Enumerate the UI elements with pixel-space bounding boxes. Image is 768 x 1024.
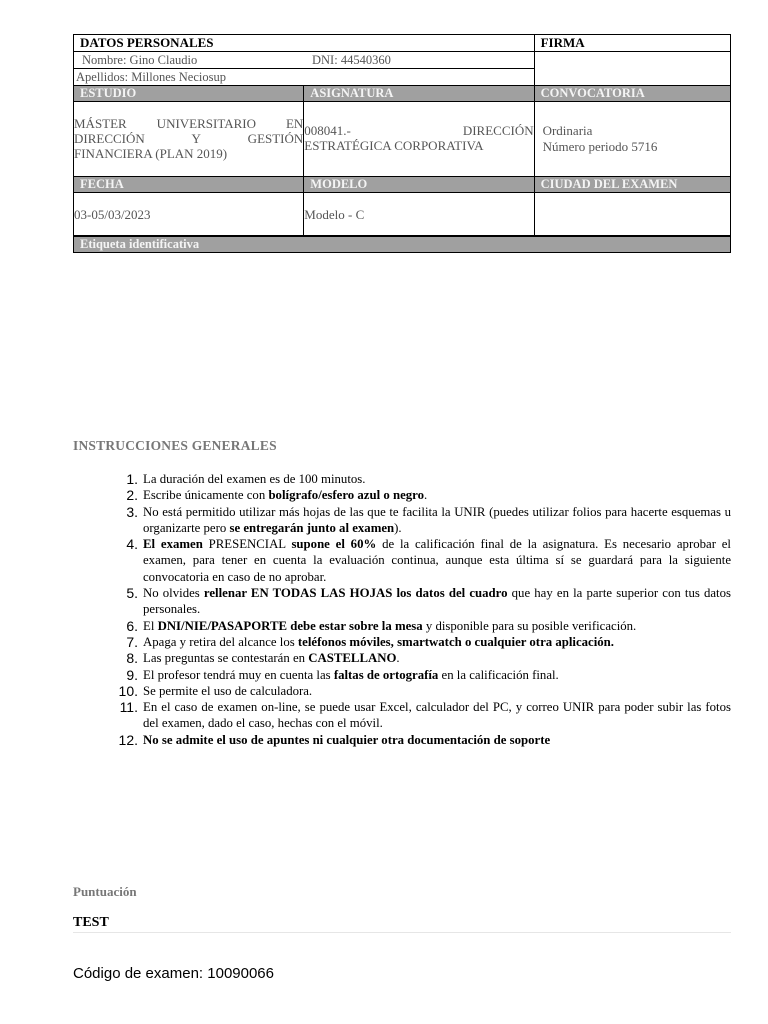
- asignatura-value: [304, 102, 534, 176]
- instruction-number: 5.: [126, 585, 138, 602]
- instruction-text: [143, 667, 731, 683]
- instruction-number: 6.: [126, 617, 138, 634]
- convocatoria-label: CONVOCATORIA: [535, 86, 730, 101]
- instruction-number: 12.: [118, 731, 138, 748]
- instruction-plain-text: PRESENCIAL: [208, 537, 292, 552]
- instruction-item: [73, 634, 731, 650]
- instruction-number: 1.: [126, 471, 138, 487]
- instruction-plain-text: de la calificación final de la asignatura. Es necesario aprobar el examen, para tener en cuenta la evaluación continua, aunque esta última sí se guardará para la siguiente convocatoria en caso de no aprobar.: [143, 537, 731, 584]
- instruction-plain-text: El: [143, 618, 158, 633]
- instructions-list: [73, 471, 731, 748]
- instruction-text: [143, 732, 731, 748]
- instruction-number: 3.: [126, 503, 138, 520]
- instruction-bold-text: teléfonos móviles, smartwatch o cualquier otra aplicación.: [297, 634, 614, 649]
- estudio-line: FINANCIERA (PLAN 2019): [74, 146, 228, 161]
- personal-data: [74, 52, 535, 85]
- instruction-text: [143, 634, 731, 650]
- instruction-plain-text: Se permite el uso de calculadora.: [143, 683, 313, 698]
- instruction-bold-text: El examen: [143, 537, 209, 552]
- instruction-text: [143, 504, 731, 537]
- instruction-plain-text: .: [424, 488, 428, 503]
- instruction-bold-text: No se admite el uso de apuntes ni cualquier otra documentación de soporte: [143, 732, 551, 747]
- instruction-item: [73, 699, 731, 732]
- instruction-plain-text: La duración del examen es de 100 minutos.: [143, 472, 366, 486]
- firma-box: [535, 52, 730, 85]
- puntuacion-label: Puntuación: [73, 884, 137, 899]
- estudio-line: DIRECCIÓN Y GESTIÓN: [74, 131, 304, 146]
- instruction-plain-text: En el caso de examen on-line, se puede usar Excel, calculador del PC, y correo UNIR para poder subir las fotos del examen, dado el caso, hechas con el móvil.: [143, 700, 731, 731]
- nombre-value: Nombre: Gino Claudio: [82, 53, 198, 67]
- nombre-line: [74, 52, 534, 68]
- instruction-plain-text: Escribe únicamente con: [143, 488, 269, 503]
- divider: [73, 932, 731, 933]
- instructions-title: INSTRUCCIONES GENERALES: [73, 438, 277, 453]
- instruction-plain-text: en la calificación final.: [438, 667, 559, 682]
- convocatoria-line: Ordinaria: [542, 123, 593, 138]
- instruction-plain-text: Apaga y retira del alcance los: [143, 634, 298, 649]
- header-table: [73, 34, 731, 253]
- exam-code: Código de examen: 10090066: [73, 965, 274, 982]
- estudio-label: ESTUDIO: [74, 86, 304, 101]
- instruction-bold-text: bolígrafo/esfero azul o negro: [268, 488, 424, 503]
- instruction-number: 4.: [126, 536, 138, 553]
- instruction-item: [73, 683, 731, 699]
- instruction-bold-text: faltas de ortografía: [333, 667, 439, 682]
- fecha-label: FECHA: [74, 177, 304, 192]
- instruction-number: 10.: [118, 682, 138, 699]
- modelo-value: Modelo - C: [304, 193, 534, 235]
- instruction-plain-text: .: [396, 651, 400, 666]
- instruction-plain-text: No está permitido utilizar más hojas de las que te facilita la UNIR (puedes utilizar folios para hacerte esquemas u organizarte pero: [143, 504, 731, 535]
- etiqueta-row: [74, 237, 730, 252]
- fecha-value: 03-05/03/2023: [74, 193, 304, 235]
- instruction-bold-text: supone el 60%: [291, 537, 377, 552]
- instruction-text: [143, 585, 731, 618]
- instruction-text: [143, 683, 731, 699]
- instruction-number: 11.: [119, 699, 138, 716]
- convocatoria-value: [535, 102, 730, 176]
- etiqueta-label: Etiqueta identificativa: [74, 237, 730, 252]
- instruction-plain-text: que hay en la parte superior con tus datos personales.: [143, 586, 731, 617]
- instruction-text: [143, 487, 731, 503]
- estudio-line: MÁSTER UNIVERSITARIO EN: [74, 116, 304, 131]
- instruction-item: [73, 504, 731, 537]
- instruction-text: [143, 699, 731, 732]
- instruction-number: 2.: [126, 487, 138, 504]
- instruction-text: [143, 650, 731, 666]
- instruction-item: [73, 471, 731, 487]
- apellidos-line: Apellidos: Millones Neciosup: [74, 68, 534, 84]
- asignatura-line: 008041.- DIRECCIÓN: [304, 123, 534, 138]
- instruction-plain-text: El profesor tendrá muy en cuenta las: [143, 667, 334, 682]
- instruction-item: [73, 667, 731, 683]
- instruction-bold-text: CASTELLANO: [308, 651, 397, 666]
- instruction-item: [73, 732, 731, 748]
- asignatura-line: ESTRATÉGICA CORPORATIVA: [304, 138, 484, 153]
- ciudad-value: [535, 193, 730, 235]
- instruction-bold-text: se entregarán junto al examen: [229, 520, 395, 535]
- ciudad-label: CIUDAD DEL EXAMEN: [535, 177, 730, 192]
- instruction-number: 8.: [126, 650, 138, 667]
- firma-title: FIRMA: [535, 35, 730, 51]
- fecha-value-row: [74, 193, 730, 237]
- dni-value: DNI: 44540360: [312, 53, 391, 67]
- instruction-bold-text: DNI/NIE/PASAPORTE debe estar sobre la mesa: [157, 618, 423, 633]
- instruction-item: [73, 487, 731, 503]
- instruction-item: [73, 536, 731, 585]
- estudio-value: [74, 102, 304, 176]
- instruction-plain-text: Las preguntas se contestarán en: [143, 651, 309, 666]
- estudio-value-row: [74, 102, 730, 177]
- asignatura-label: ASIGNATURA: [304, 86, 534, 101]
- convocatoria-line: Número periodo 5716: [542, 139, 658, 154]
- header-title-row: [74, 35, 730, 52]
- instruction-item: [73, 618, 731, 634]
- instruction-text: [143, 618, 731, 634]
- instruction-text: [143, 471, 731, 487]
- estudio-label-row: [74, 86, 730, 102]
- instruction-number: 7.: [126, 633, 138, 650]
- instruction-text: [143, 536, 731, 585]
- instruction-number: 9.: [126, 666, 138, 683]
- fecha-label-row: [74, 177, 730, 193]
- instruction-plain-text: y disponible para su posible verificación.: [422, 618, 637, 633]
- personal-row: [74, 52, 730, 86]
- instruction-item: [73, 585, 731, 618]
- test-label: TEST: [73, 915, 109, 930]
- instruction-plain-text: No olvides: [143, 586, 204, 601]
- modelo-label: MODELO: [304, 177, 534, 192]
- instruction-item: [73, 650, 731, 666]
- instruction-bold-text: rellenar EN TODAS LAS HOJAS los datos del cuadro: [203, 586, 508, 601]
- instruction-plain-text: ).: [394, 520, 402, 535]
- datos-personales-title: DATOS PERSONALES: [74, 35, 535, 51]
